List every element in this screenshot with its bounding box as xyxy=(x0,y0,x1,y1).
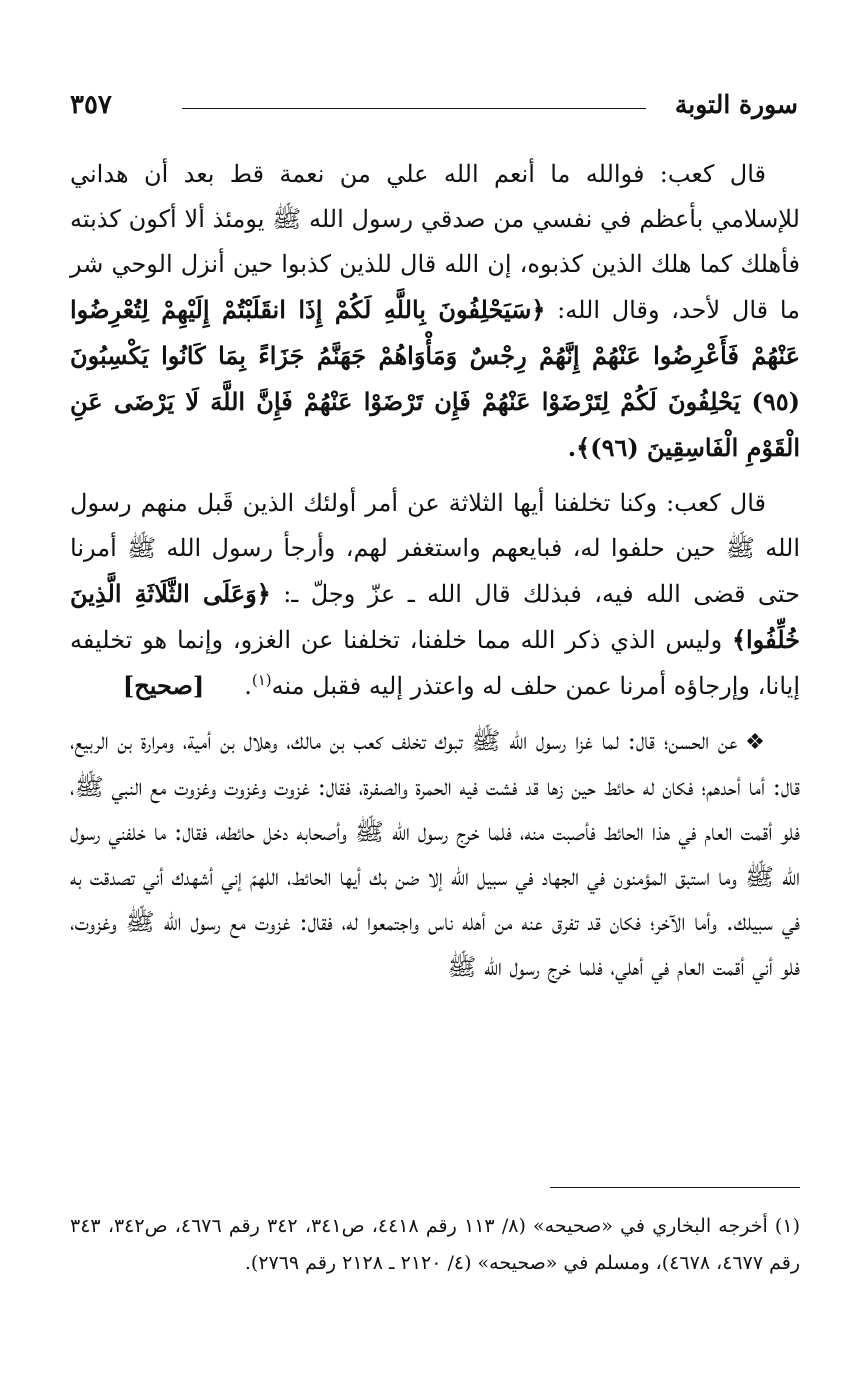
paragraph-hasan xyxy=(70,719,800,990)
quran-closing-bracket: ﴾. xyxy=(567,433,591,462)
page-number: ٣٥٧ xyxy=(70,90,112,120)
ayah-number-95: (٩٥) xyxy=(751,387,800,416)
diamond-bullet-icon: ❖ xyxy=(745,730,766,755)
surah-title: سورة التوبة xyxy=(674,90,798,119)
paragraph-end: . xyxy=(244,672,252,700)
paragraph-text: وليس الذي ذكر الله مما خلفنا، تخلفنا عن الغزو، وإنما هو تخليفه إيانا، وإرجاؤه أمرنا عمن حلف له واعتذر إليه فقبل منه xyxy=(70,626,800,700)
ayah-number-96: (٩٦) xyxy=(590,433,639,462)
paragraph-text: عن الحسن؛ قال: لما غزا رسول الله ﷺ تبوك تخلف كعب بن مالك، وهلال بن أمية، ومرارة بن الربيع، قال: أما أحدهم؛ فكان له حائط حين زها قد فشت فيه الحمرة والصفرة، فقال: غزوت وغزوت وغزوت مع النبي ﷺ، فلو أقمت العام في هذا الحائط فأصبت منه، فلما خرج رسول الله ﷺ وأصحابه دخل حائطه، فقال: ما خلفني رسول الله ﷺ وما استبق المؤمنون في الجهاد في سبيل الله إلا ضن بك أيها الحائط، اللهمّ إني أشهدك أني تصدقت به في سبيلك. وأما الآخر؛ فكان قد تفرق عنه من أهله ناس واجتمعوا له، فقال: غزوت مع رسول الله ﷺ وغزوت، فلو أني أقمت العام في أهلي، فلما خرج رسول الله ﷺ xyxy=(70,727,801,981)
paragraph-kaab-1 xyxy=(70,152,800,471)
footnote: (١) أخرجه البخاري في «صحيحه» (٨/ ١١٣ رقم ٤٤١٨، ص٣٤١، ٣٤٢ رقم ٤٦٧٦، ص٣٤٢، ٣٤٣ رقم ٤٦٧٧، ٤٦٧٨)، ومسلم في «صحيحه» (٤/ ٢١٢٠ ـ ٢١٢٨ رقم ٢٧٦٩). xyxy=(70,1215,800,1274)
paragraph-text: قال كعب: فوالله ما أنعم الله علي من نعمة قط بعد أن هداني للإسلامي بأعظم في نفسي من صدقي رسول الله ﷺ يومئذ ألا أكون كذبته فأهلك كما هلك الذين كذبوه، إن الله قال للذين كذبوا حين أنزل الوحي شر ما قال لأحد، وقال الله: xyxy=(70,160,801,324)
quran-verse: يَحْلِفُونَ لَكُمْ لِتَرْضَوْا عَنْهُمْ فَإِن تَرْضَوْا عَنْهُمْ فَإِنَّ اللَّهَ لَا يَرْضَى عَنِ الْقَوْمِ الْفَاسِقِينَ xyxy=(70,387,800,462)
quran-verse: ﴿وَعَلَى الثَّلَاثَةِ الَّذِينَ خُلِّفُوا﴾ xyxy=(70,579,800,654)
hadith-grade: [صحيح] xyxy=(122,671,205,700)
footnote-marker: (١) xyxy=(251,671,272,689)
paragraph-kaab-2 xyxy=(70,481,800,709)
quran-verse: ﴿سَيَحْلِفُونَ بِاللَّهِ لَكُمْ إِذَا انقَلَبْتُمْ إِلَيْهِمْ لِتُعْرِضُوا عَنْهُمْ فَأَعْرِضُوا عَنْهُمْ إِنَّهُمْ رِجْسٌ وَمَأْوَاهُمْ جَهَنَّمُ جَزَاءً بِمَا كَانُوا يَكْسِبُونَ xyxy=(70,295,800,370)
page-body xyxy=(70,152,800,1000)
running-header xyxy=(70,88,798,128)
header-rule xyxy=(182,108,646,109)
footnote-separator xyxy=(550,1187,800,1188)
paragraph-text: قال كعب: وكنا تخلفنا أيها الثلاثة عن أمر أولئك الذين قَبل منهم رسول الله ﷺ حين حلفوا له، فبايعهم واستغفر لهم، وأرجأ رسول الله ﷺ أمرنا حتى قضى الله فيه، فبذلك قال الله ـ عزّ وجلّ ـ: xyxy=(70,489,800,608)
